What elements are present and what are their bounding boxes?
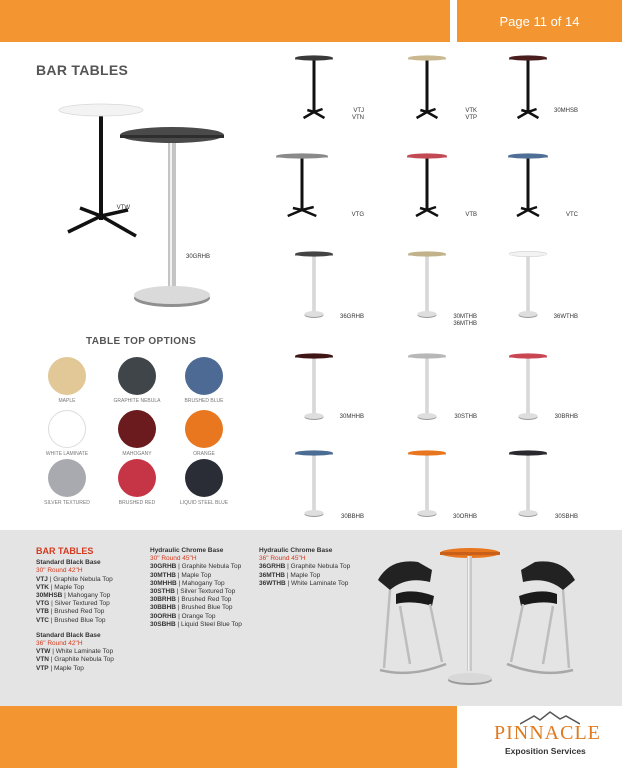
swatch-mahogany bbox=[118, 410, 156, 448]
product-table-3 bbox=[276, 153, 328, 216]
spec-heading: BAR TABLES bbox=[36, 546, 94, 556]
spec-item: VTC | Brushed Blue Top bbox=[36, 616, 106, 624]
product-table-10 bbox=[408, 353, 446, 420]
spec-item: 30STHB | Silver Textured Top bbox=[150, 588, 236, 596]
spec-item: VTJ | Graphite Nebula Top bbox=[36, 575, 113, 583]
swatch-silver-textured bbox=[48, 459, 86, 497]
spec-subtitle: Standard Black Base bbox=[36, 559, 101, 567]
product-label: 36WTHB bbox=[553, 314, 578, 320]
hero-tables bbox=[40, 98, 240, 313]
swatch-orange bbox=[185, 410, 223, 448]
product-label: 30STHB bbox=[454, 414, 477, 420]
product-table-5 bbox=[508, 153, 548, 216]
spec-item: 30MHHB | Mahogany Top bbox=[150, 579, 225, 587]
product-label: 30ORHB bbox=[452, 514, 477, 520]
swatch-white-laminate bbox=[48, 410, 86, 448]
spec-column-1 bbox=[36, 547, 136, 673]
spec-item: VTW | White Laminate Top bbox=[36, 648, 114, 656]
hero-label-30grhb: 30GRHB bbox=[185, 254, 210, 260]
spec-subtitle: Standard Black Base bbox=[36, 631, 101, 639]
product-table-13 bbox=[408, 450, 446, 517]
spec-item: 30SBHB | Liquid Steel Blue Top bbox=[150, 620, 242, 628]
swatch-brushed-red bbox=[118, 459, 156, 497]
hero-table-vtw bbox=[59, 104, 143, 236]
logo-wordmark: PINNACLE bbox=[494, 722, 601, 744]
swatch-label: ORANGE bbox=[193, 451, 215, 457]
page-number: Page 11 of 14 bbox=[499, 14, 580, 29]
swatch-label: GRAPHITE NEBULA bbox=[113, 398, 161, 404]
product-table bbox=[486, 52, 570, 130]
swatch-label: MAHOGANY bbox=[122, 451, 152, 457]
spec-item: VTB | Brushed Red Top bbox=[36, 608, 105, 616]
product-table-11 bbox=[509, 353, 547, 420]
swatch-label: SILVER TEXTURED bbox=[44, 500, 90, 506]
swatch-brushed-blue bbox=[185, 357, 223, 395]
spec-item: 30MTHB | Maple Top bbox=[150, 571, 212, 579]
hero-table-30grhb bbox=[120, 127, 224, 307]
swatch-label: LIQUID STEEL BLUE bbox=[179, 500, 229, 506]
bar-set-photo bbox=[370, 540, 585, 700]
section-title: BAR TABLES bbox=[36, 62, 129, 78]
product-label: VTB bbox=[465, 212, 477, 218]
product-label: 30MHHB bbox=[339, 414, 364, 420]
product-table-4 bbox=[407, 153, 447, 216]
product-label: 30SBHB bbox=[554, 514, 578, 520]
header-bar bbox=[0, 0, 450, 42]
spec-item: 36WTHB | White Laminate Top bbox=[259, 579, 349, 587]
product-label: VTG bbox=[351, 212, 364, 218]
product-table-12 bbox=[295, 450, 333, 517]
spec-item: 30ORHB | Orange Top bbox=[150, 612, 216, 620]
footer-bar bbox=[0, 706, 457, 768]
spec-item: 36MTHB | Maple Top bbox=[259, 571, 321, 579]
spec-column-3 bbox=[259, 547, 354, 588]
spec-size: 30" Round 42"H bbox=[36, 567, 83, 575]
product-label: 30BRHB bbox=[554, 414, 578, 420]
swatch-liquid-steel-blue bbox=[185, 459, 223, 497]
product-label: 30BBHB bbox=[340, 514, 364, 520]
spec-item: 30BRHB | Brushed Red Top bbox=[150, 596, 232, 604]
product-table-7 bbox=[408, 251, 446, 318]
spec-size: 30" Round 45"H bbox=[150, 555, 197, 563]
spec-item: VTG | Silver Textured Top bbox=[36, 600, 110, 608]
swatch-label: BRUSHED RED bbox=[118, 500, 156, 506]
product-table-8 bbox=[509, 251, 547, 318]
spec-size: 36" Round 42"H bbox=[36, 640, 83, 648]
product-label: 36GRHB bbox=[339, 314, 364, 320]
product-table-6 bbox=[295, 251, 333, 318]
spec-item: 30BBHB | Brushed Blue Top bbox=[150, 604, 233, 612]
swatch-maple bbox=[48, 357, 86, 395]
spec-list bbox=[36, 576, 136, 625]
spec-column-2 bbox=[150, 547, 242, 629]
spec-size: 36" Round 45"H bbox=[259, 555, 306, 563]
spec-item: VTP | Maple Top bbox=[36, 664, 84, 672]
spec-subtitle: Hydraulic Chrome Base bbox=[150, 547, 224, 554]
product-label: VTC bbox=[566, 212, 578, 218]
spec-item: 30MHSB | Mahogany Top bbox=[36, 592, 111, 600]
spec-item: VTK | Maple Top bbox=[36, 583, 85, 591]
spec-list bbox=[150, 563, 242, 629]
product-label: VTK VTP bbox=[465, 108, 477, 121]
hero-label-vtw: VTW bbox=[116, 205, 130, 211]
swatch-label: WHITE LAMINATE bbox=[45, 451, 89, 457]
swatch-title: TABLE TOP OPTIONS bbox=[86, 336, 197, 347]
spec-list bbox=[36, 648, 136, 673]
product-label: 30MHSB bbox=[553, 108, 578, 114]
spec-item: 36GRHB | Graphite Nebula Top bbox=[259, 563, 351, 571]
swatch-graphite-nebula bbox=[118, 357, 156, 395]
product-label: VTJ VTN bbox=[352, 108, 364, 121]
product-table-9 bbox=[295, 353, 333, 420]
spec-item: VTN | Graphite Nebula Top bbox=[36, 656, 114, 664]
swatch-label: MAPLE bbox=[58, 398, 76, 404]
product-label: 30MTHB 36MTHB bbox=[453, 314, 477, 327]
spec-list bbox=[259, 563, 354, 588]
spec-item: 30GRHB | Graphite Nebula Top bbox=[150, 563, 242, 571]
product-table-14 bbox=[509, 450, 547, 517]
logo-subtitle: Exposition Services bbox=[505, 746, 586, 756]
spec-subtitle: Hydraulic Chrome Base bbox=[259, 547, 333, 554]
swatch-label: BRUSHED BLUE bbox=[184, 398, 224, 404]
